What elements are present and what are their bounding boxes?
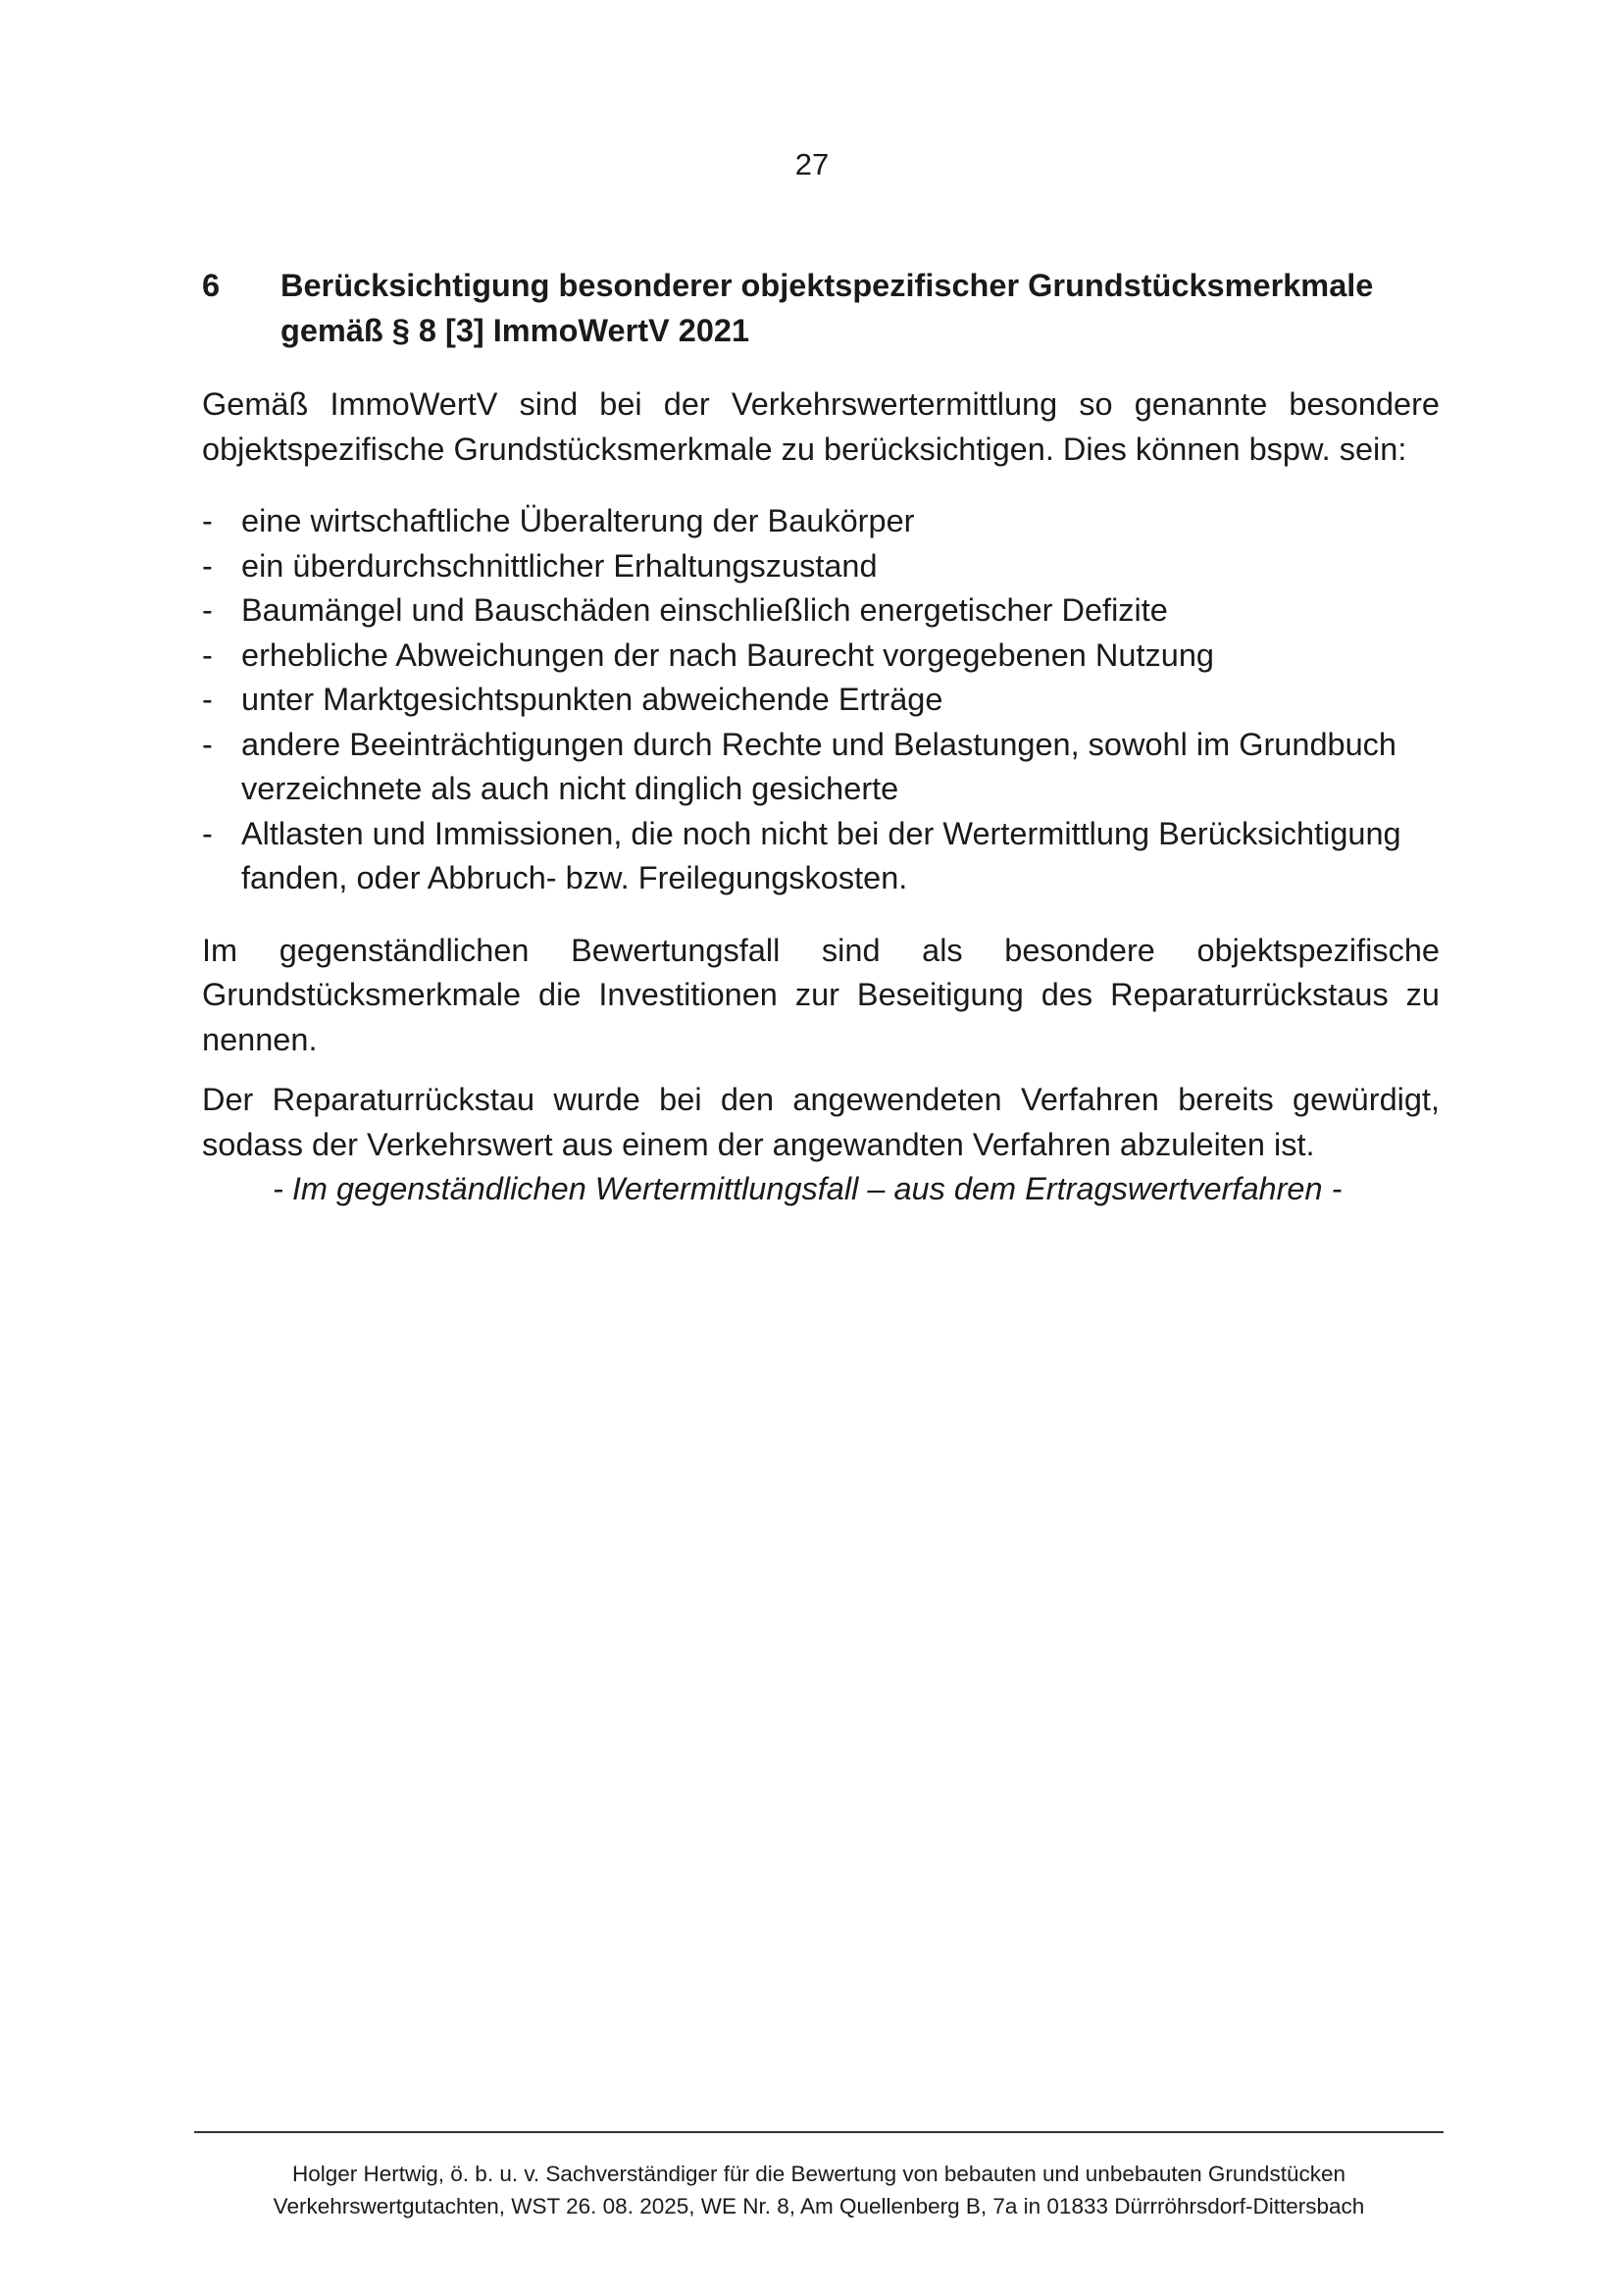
bullet-dash: -	[202, 815, 213, 851]
feature-list	[202, 499, 1440, 901]
list-item	[202, 499, 1440, 544]
bullet-dash: -	[202, 547, 213, 584]
intro-paragraph: Gemäß ImmoWertV sind bei der Verkehrswertermittlung so genannte besondere objektspezifische Grundstücksmerkmale zu berücksichtigen. Dies können bspw. sein:	[202, 386, 1440, 467]
section-number: 6	[202, 268, 221, 303]
list-item-text: andere Beeinträchtigungen durch Rechte und Belastungen, sowohl im Grundbuch verzeichnete als auch nicht dinglich gesicherte	[241, 726, 1396, 806]
bullet-dash: -	[202, 726, 213, 762]
list-item	[202, 812, 1440, 901]
bullet-dash: -	[202, 592, 213, 628]
repair-paragraph: Der Reparaturrückstau wurde bei den angewendeten Verfahren bereits gewürdigt, sodass der Verkehrswert aus einem der angewandten Verfahren abzuleiten ist.	[202, 1082, 1440, 1162]
section-title-line2: gemäß § 8 [3] ImmoWertV 2021	[280, 313, 750, 348]
list-item-text: ein überdurchschnittlicher Erhaltungszustand	[241, 547, 878, 584]
italic-note: - Im gegenständlichen Wertermittlungsfall – aus dem Ertragswertverfahren -	[273, 1171, 1343, 1206]
list-item-text: erhebliche Abweichungen der nach Baurecht vorgegebenen Nutzung	[241, 637, 1214, 673]
list-item	[202, 588, 1440, 634]
footer-line1: Holger Hertwig, ö. b. u. v. Sachverständiger für die Bewertung von bebauten und unbebauten Grundstücken	[291, 2162, 1345, 2186]
bullet-dash: -	[202, 503, 213, 538]
section-title-line1: Berücksichtigung besonderer objektspezifischer Grundstücksmerkmale	[280, 268, 1374, 303]
list-item	[202, 678, 1440, 723]
list-item	[202, 723, 1440, 812]
bullet-dash: -	[202, 682, 213, 717]
section-title	[280, 263, 1447, 353]
footer-line2: Verkehrswertgutachten, WST 26. 08. 2025, WE Nr. 8, Am Quellenberg B, 7a in 01833 Dürrröhrsdorf-Dittersbach	[273, 2194, 1365, 2218]
list-item	[202, 634, 1440, 679]
body-content	[202, 382, 1440, 1212]
page-footer	[194, 2158, 1444, 2222]
list-item	[202, 544, 1440, 589]
bullet-dash: -	[202, 637, 213, 673]
list-item-text: Baumängel und Bauschäden einschließlich energetischer Defizite	[241, 592, 1168, 628]
case-paragraph: Im gegenständlichen Bewertungsfall sind als besondere objektspezifische Grundstücksmerkmale die Investitionen zur Beseitigung des Reparaturrückstaus zu nennen.	[202, 932, 1440, 1057]
list-item-text: eine wirtschaftliche Überalterung der Baukörper	[241, 503, 915, 538]
list-item-text: Altlasten und Immissionen, die noch nicht bei der Wertermittlung Berücksichtigung fanden, oder Abbruch- bzw. Freilegungskosten.	[241, 815, 1401, 895]
footer-divider	[194, 2131, 1444, 2133]
page-number: 27	[794, 147, 830, 181]
section-heading	[202, 263, 1447, 353]
list-item-text: unter Marktgesichtspunkten abweichende Erträge	[241, 682, 943, 717]
